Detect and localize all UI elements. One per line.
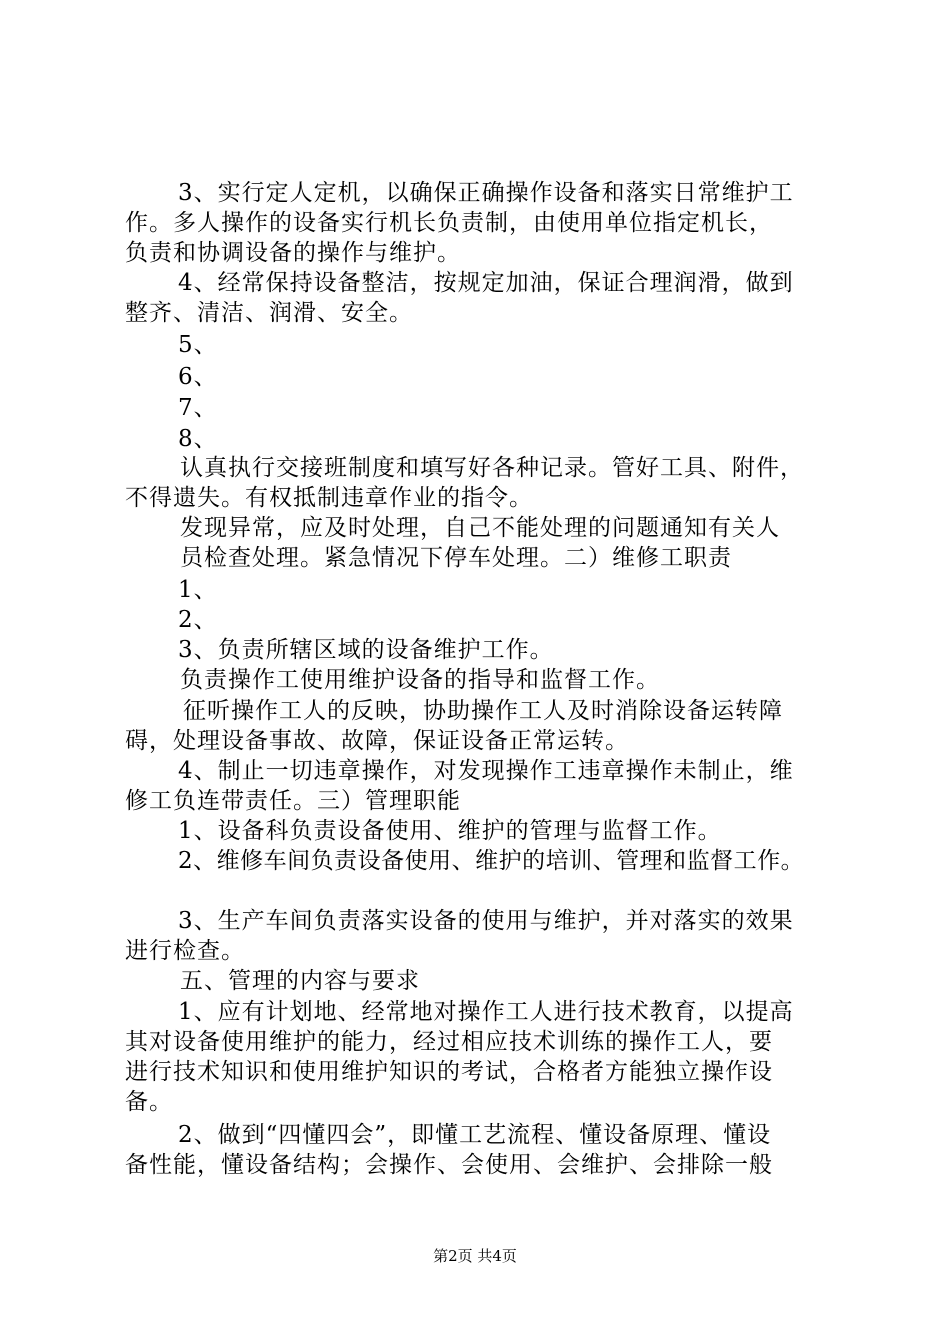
text-line: 2、维修车间负责设备使用、维护的培训、管理和监督工作。 xyxy=(178,848,805,874)
text-line: 2、做到“四懂四会”，即懂工艺流程、懂设备原理、懂设 xyxy=(178,1122,772,1148)
text-line: 3、负责所辖区域的设备维护工作。 xyxy=(178,637,554,663)
text-line: 征听操作工人的反映，协助操作工人及时消除设备运转障 xyxy=(183,698,783,724)
text-line: 认真执行交接班制度和填写好各种记录。管好工具、附件， xyxy=(180,455,804,481)
text-line: 1、 xyxy=(178,577,218,603)
text-line: 6、 xyxy=(178,364,218,390)
text-line: 发现异常，应及时处理，自己不能处理的问题通知有关人 xyxy=(180,515,780,541)
text-line: 5、 xyxy=(178,332,218,358)
text-line: 进行技术知识和使用维护知识的考试，合格者方能独立操作设 xyxy=(125,1059,773,1085)
text-line: 其对设备使用维护的能力，经过相应技术训练的操作工人，要 xyxy=(125,1029,773,1055)
page-footer: 第2页 共4页 xyxy=(433,1247,517,1265)
text-line: 修工负连带责任。三）管理职能 xyxy=(125,788,461,814)
text-line: 备性能，懂设备结构；会操作、会使用、会维护、会排除一般 xyxy=(125,1152,773,1178)
text-line: 不得遗失。有权抵制违章作业的指令。 xyxy=(125,485,533,511)
text-line: 负责操作工使用维护设备的指导和监督工作。 xyxy=(180,667,660,693)
text-line: 3、生产车间负责落实设备的使用与维护，并对落实的效果 xyxy=(178,908,794,934)
text-line: 负责和协调设备的操作与维护。 xyxy=(125,240,461,266)
text-line: 备。 xyxy=(125,1089,173,1115)
text-line: 2、 xyxy=(178,607,218,633)
text-line: 7、 xyxy=(178,395,218,421)
text-line: 4、制止一切违章操作，对发现操作工违章操作未制止，维 xyxy=(178,758,794,784)
text-line: 3、实行定人定机，以确保正确操作设备和落实日常维护工 xyxy=(178,180,794,206)
text-line: 整齐、清洁、润滑、安全。 xyxy=(125,300,413,326)
text-line: 作。多人操作的设备实行机长负责制，由使用单位指定机长， xyxy=(125,210,773,236)
text-line: 碍，处理设备事故、故障，保证设备正常运转。 xyxy=(125,728,629,754)
text-line: 8、 xyxy=(178,426,218,452)
text-line: 五、管理的内容与要求 xyxy=(180,968,420,994)
text-line: 进行检查。 xyxy=(125,938,245,964)
text-line: 1、应有计划地、经常地对操作工人进行技术教育，以提高 xyxy=(178,999,794,1025)
text-line: 员检查处理。紧急情况下停车处理。二）维修工职责 xyxy=(180,545,732,571)
text-line: 4、经常保持设备整洁，按规定加油，保证合理润滑，做到 xyxy=(178,270,794,296)
text-line: 1、设备科负责设备使用、维护的管理与监督工作。 xyxy=(178,818,722,844)
